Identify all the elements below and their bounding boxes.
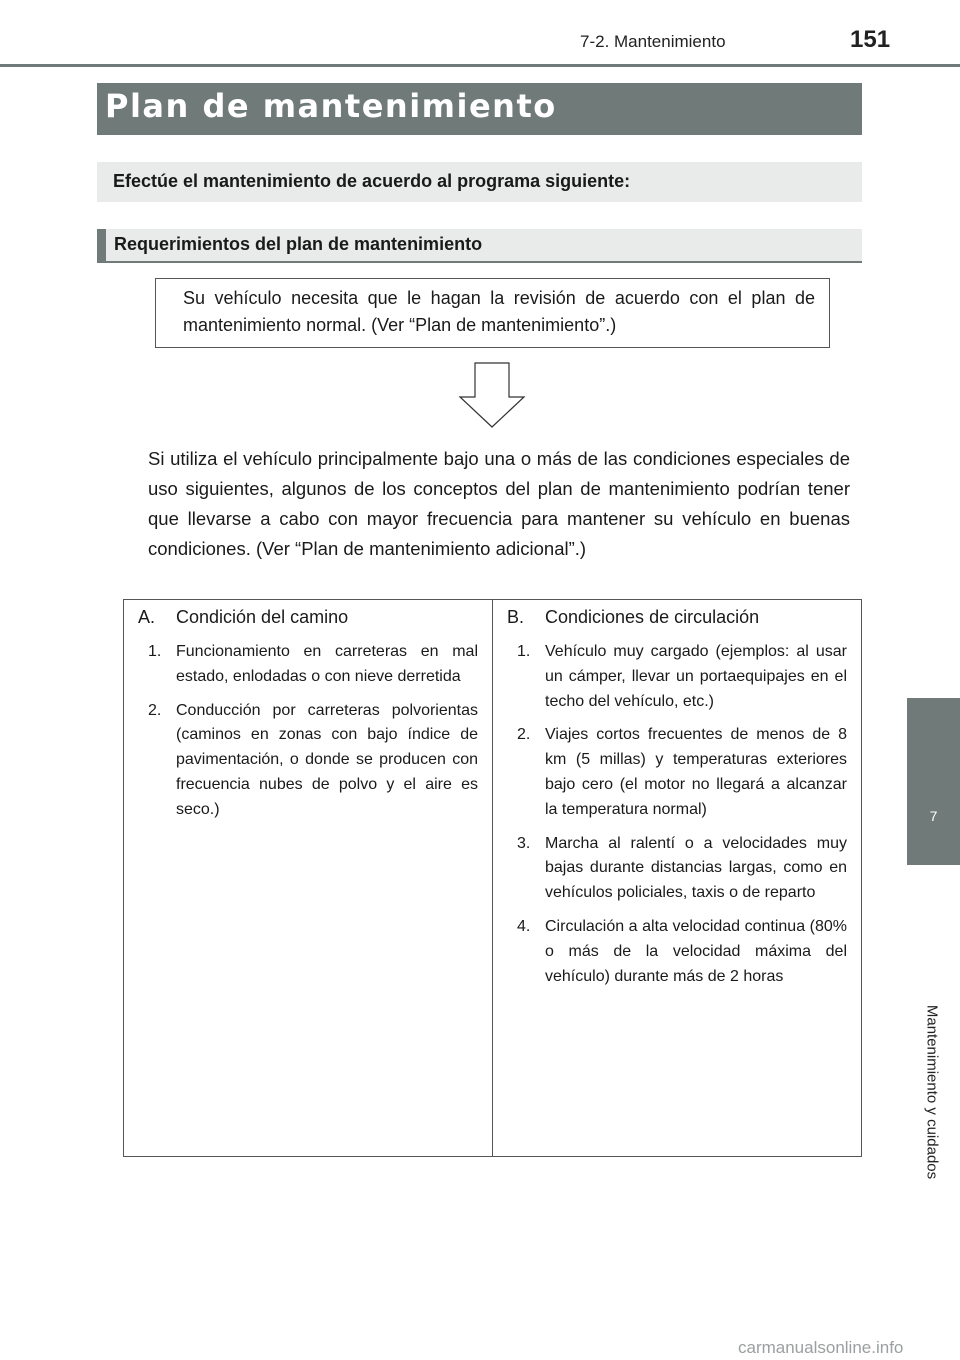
down-arrow-icon xyxy=(458,362,526,428)
list-item xyxy=(507,832,847,906)
list-item-text: Conducción por carreteras polvorientas (caminos en zonas con bajo índice de pavimentación, o donde se producen con frecuencia nubes de polvo y el aire es seco.) xyxy=(176,701,478,818)
intro-bar xyxy=(97,162,862,202)
list-item xyxy=(507,640,847,714)
condition-a-list xyxy=(138,640,478,823)
list-item-number: 1. xyxy=(517,643,531,660)
subheading-bar xyxy=(97,229,862,263)
chapter-label: Mantenimiento y cuidados xyxy=(923,1004,941,1180)
page-title: Plan de mantenimiento xyxy=(105,87,557,125)
header-rule xyxy=(0,64,960,67)
list-item xyxy=(507,723,847,822)
condition-a-letter: A. xyxy=(138,607,156,627)
conditions-table xyxy=(123,599,862,1157)
condition-b-title: Condiciones de circulación xyxy=(545,607,760,627)
conditions-paragraph: Si utiliza el vehículo principalmente bajo una o más de las condiciones especiales de uso siguientes, algunos de los conceptos del plan de mantenimiento podrían tener que llevarse a cabo con mayor frecuencia para mantener su vehículo en buenas condiciones. (Ver “Plan de mantenimiento adicional”.) xyxy=(148,448,850,559)
list-item-text: Circulación a alta velocidad continua (80% o más de la velocidad máxima del vehículo) durante más de 2 horas xyxy=(545,917,847,985)
list-item-text: Vehículo muy cargado (ejemplos: al usar un cámper, llevar un portaequipajes en el techo del vehículo, etc.) xyxy=(545,643,847,710)
condition-b-heading xyxy=(507,607,847,628)
list-item-number: 2. xyxy=(148,701,162,719)
title-bar xyxy=(97,83,862,135)
subheading-text: Requerimientos del plan de mantenimiento xyxy=(114,234,483,254)
condition-b-letter: B. xyxy=(507,607,525,627)
list-item-text: Funcionamiento en carreteras en mal estado, enlodadas o con nieve derretida xyxy=(176,643,478,685)
watermark: carmanualsonline.info xyxy=(738,1338,904,1357)
header-section-title: 7-2. Mantenimiento xyxy=(580,32,726,51)
intro-text: Efectúe el mantenimiento de acuerdo al programa siguiente: xyxy=(113,171,631,191)
list-item-number: 4. xyxy=(517,917,531,935)
condition-a-title: Condición del camino xyxy=(176,607,349,627)
list-item-text: Marcha al ralentí o a velocidades muy bajas durante distancias largas, como en vehículos policiales, taxis o de reparto xyxy=(545,834,847,902)
list-item-text: Viajes cortos frecuentes de menos de 8 km (5 millas) y temperaturas exteriores bajo cero (el motor no llegará a alcanzar la temperatura normal) xyxy=(545,726,847,818)
chapter-number: 7 xyxy=(929,808,938,824)
condition-column-a xyxy=(124,600,493,1156)
list-item xyxy=(507,915,847,989)
note-box: Su vehículo necesita que le hagan la revisión de acuerdo con el plan de mantenimiento normal. (Ver “Plan de mantenimiento”.) xyxy=(155,278,830,348)
condition-column-b xyxy=(493,600,861,1156)
list-item xyxy=(138,640,478,690)
list-item xyxy=(138,699,478,823)
condition-a-heading xyxy=(138,607,478,628)
condition-b-list xyxy=(507,640,847,989)
chapter-tab xyxy=(907,698,960,865)
list-item-number: 3. xyxy=(517,834,531,852)
list-item-number: 1. xyxy=(148,643,162,660)
list-item-number: 2. xyxy=(517,726,531,744)
page-number: 151 xyxy=(850,26,891,53)
